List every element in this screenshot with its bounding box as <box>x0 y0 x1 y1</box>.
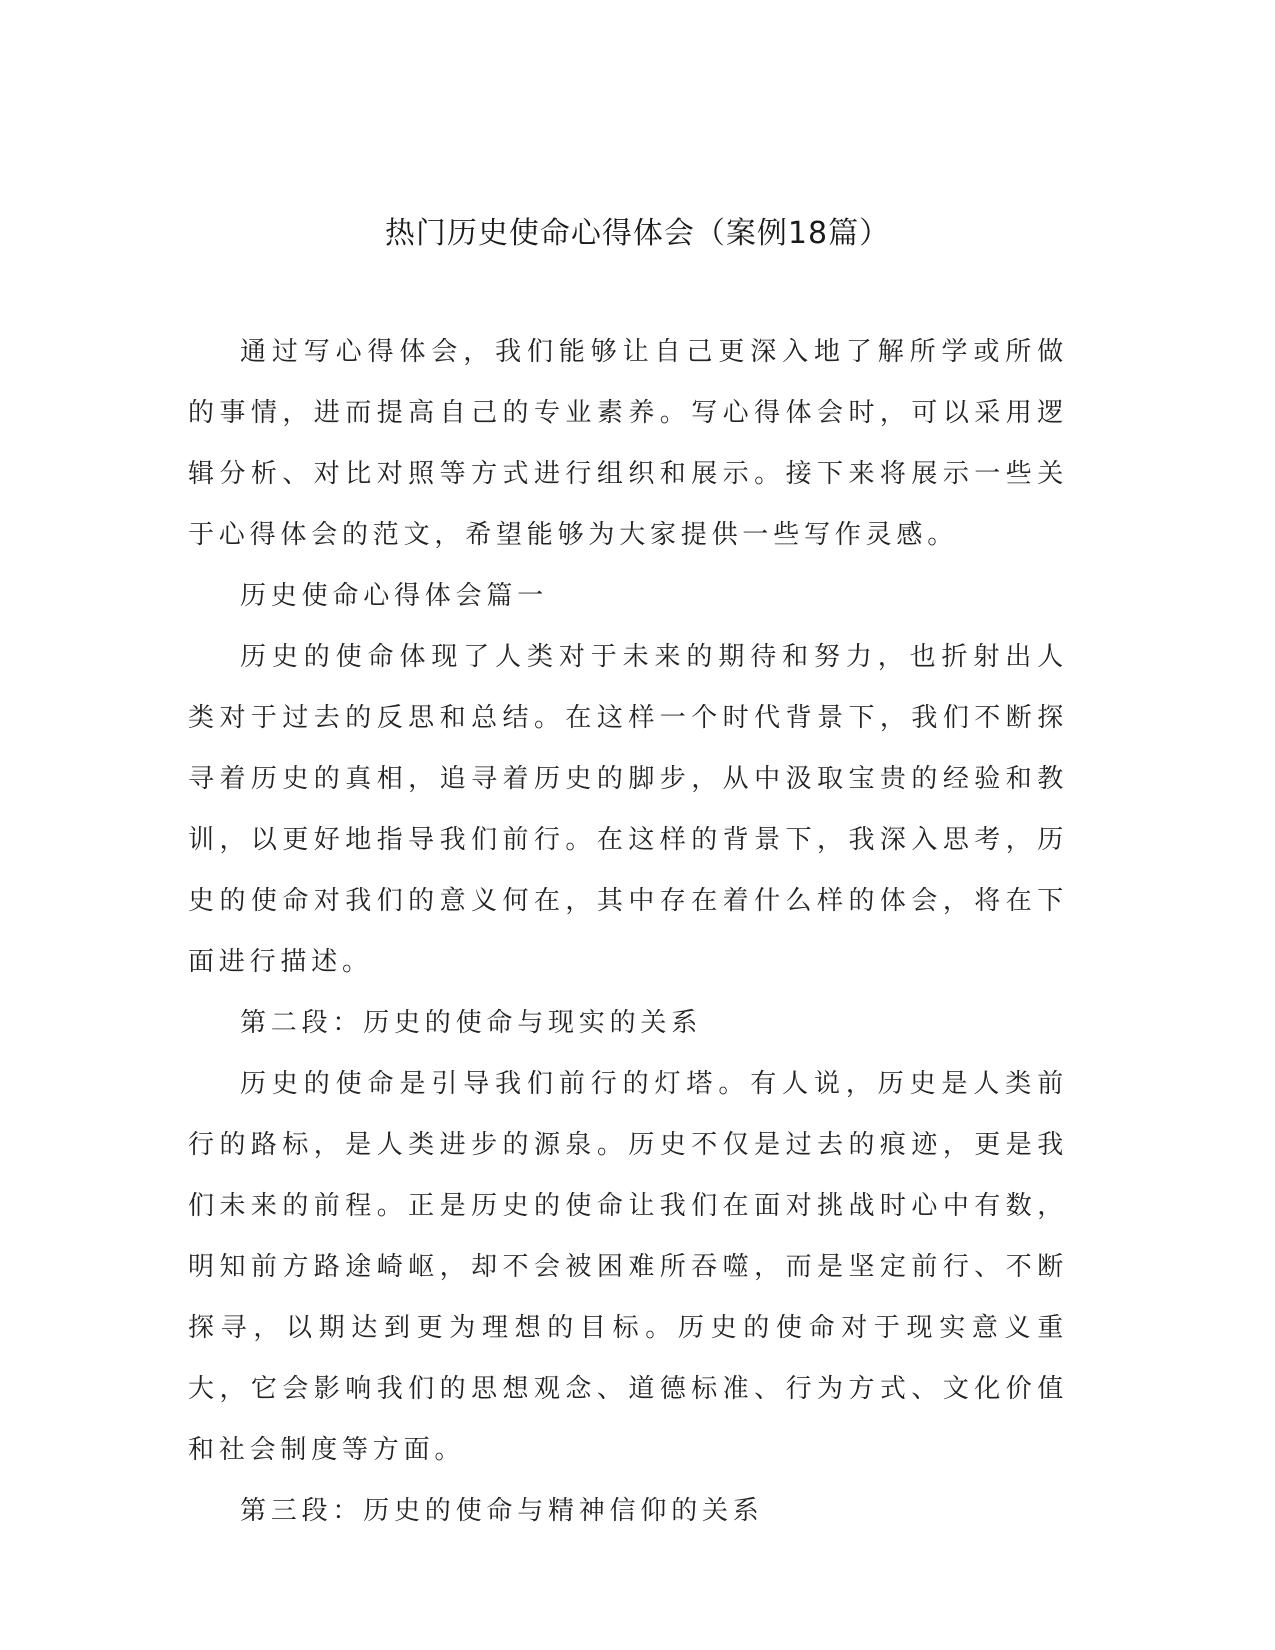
intro-paragraph: 通过写心得体会，我们能够让自己更深入地了解所学或所做的事情，进而提高自己的专业素养。写心得体会时，可以采用逻辑分析、对比对照等方式进行组织和展示。接下来将展示一些关于心得体会的范文，希望能够为大家提供一些写作灵感。 <box>188 337 1068 550</box>
document-body <box>188 322 1068 1542</box>
section-heading-3: 第三段：历史的使命与精神信仰的关系 <box>240 1496 764 1526</box>
page-title: 热门历史使命心得体会（案例18篇） <box>384 216 891 251</box>
paragraph-1: 历史的使命体现了人类对于未来的期待和努力，也折射出人类对于过去的反思和总结。在这样一个时代背景下，我们不断探寻着历史的真相，追寻着历史的脚步，从中汲取宝贵的经验和教训，以更好地指导我们前行。在这样的背景下，我深入思考，历史的使命对我们的意义何在，其中存在着什么样的体会，将在下面进行描述。 <box>188 642 1068 977</box>
section-heading-2: 第二段：历史的使命与现实的关系 <box>240 1008 703 1038</box>
paragraph-2: 历史的使命是引导我们前行的灯塔。有人说，历史是人类前行的路标，是人类进步的源泉。历史不仅是过去的痕迹，更是我们未来的前程。正是历史的使命让我们在面对挑战时心中有数，明知前方路途崎岖，却不会被困难所吞噬，而是坚定前行、不断探寻，以期达到更为理想的目标。历史的使命对于现实意义重大，它会影响我们的思想观念、道德标准、行为方式、文化价值和社会制度等方面。 <box>188 1069 1068 1465</box>
section-heading-1: 历史使命心得体会篇一 <box>240 581 549 611</box>
